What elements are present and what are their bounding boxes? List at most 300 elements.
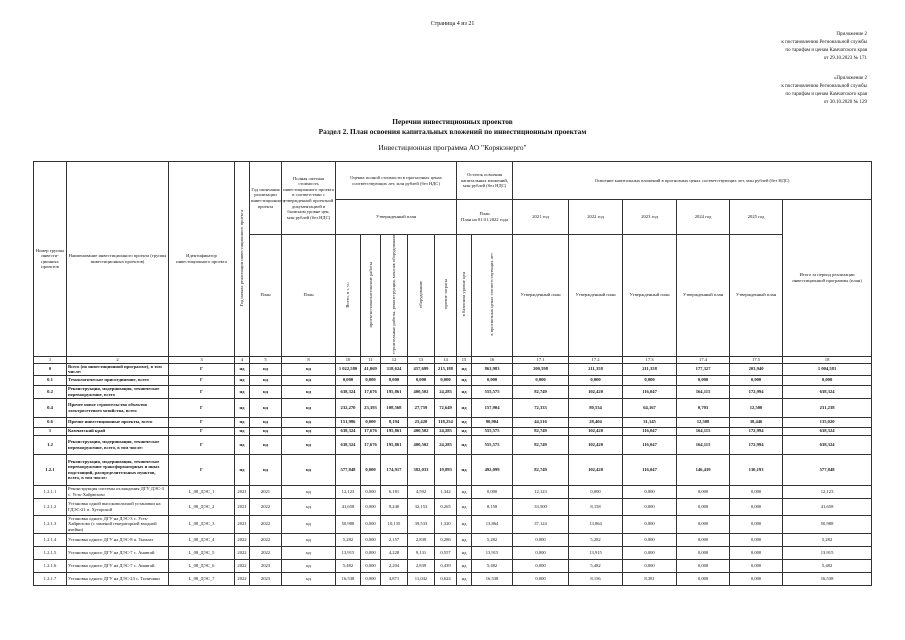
table-cell: 0,000: [361, 559, 381, 572]
table-cell: 102,420: [569, 454, 623, 485]
column-number: 4: [235, 356, 250, 363]
table-cell: нд: [282, 572, 336, 585]
table-row: [34, 385, 872, 398]
table-cell: 577,848: [336, 454, 361, 485]
table-cell: нд: [282, 559, 336, 572]
header-approved-2023: Утвержденный план: [623, 235, 677, 357]
header-other: [435, 235, 457, 357]
header-approved-2021: Утвержденный план: [513, 235, 569, 357]
column-number: 17.3: [623, 356, 677, 363]
table-cell: 6,181: [381, 485, 408, 498]
table-cell: 382,033: [408, 454, 435, 485]
header-pir: [361, 235, 381, 357]
column-number: 18: [783, 356, 872, 363]
table-cell: 17,676: [361, 385, 381, 398]
header-forecast-level-text: в прогнозных ценах соответствующих лет: [489, 253, 495, 336]
table-cell: 177,327: [677, 363, 730, 375]
table-cell: 638,324: [336, 427, 361, 435]
table-row: [34, 427, 872, 435]
table-cell: 102,420: [569, 435, 623, 454]
column-number: 13: [408, 356, 435, 363]
table-cell: 50,988: [783, 515, 872, 533]
investment-table-wrapper: [33, 161, 871, 586]
header-forecast-level: [472, 235, 513, 357]
table-cell: нд: [250, 363, 282, 375]
table-cell: 16,538: [783, 572, 872, 585]
column-number: 2: [67, 356, 169, 363]
table-cell: нд: [457, 435, 472, 454]
table-cell: 0.2: [34, 385, 67, 398]
header-all: [336, 235, 361, 357]
table-cell: нд: [282, 546, 336, 559]
table-cell: 0,000: [361, 454, 381, 485]
project-name-cell: Установка одного ДГУ на ДЭС-23 с. Тиличики: [67, 572, 169, 585]
table-cell: 172,994: [730, 427, 783, 435]
table-cell: 0,000: [730, 485, 783, 498]
table-cell: 116,047: [623, 427, 677, 435]
table-cell: нд: [457, 417, 472, 427]
table-cell: 0,000: [677, 515, 730, 533]
approval-block-previous: [781, 75, 867, 107]
table-cell: 318,624: [381, 363, 408, 375]
header-project-name: Наименование инвестиционного проекта (группы инвестиционных проектов): [67, 162, 169, 357]
table-cell: 38,446: [730, 417, 783, 427]
table-cell: 200,598: [513, 363, 569, 375]
table-cell: 0.4: [34, 398, 67, 417]
table-cell: 195,861: [381, 435, 408, 454]
table-cell: нд: [457, 498, 472, 515]
table-cell: 2021: [235, 498, 250, 515]
header-equipment: [408, 235, 435, 357]
header-all-text: Всего, в т. ч.:: [345, 281, 351, 308]
table-cell: 5,482: [336, 559, 361, 572]
table-cell: 23,393: [361, 398, 381, 417]
table-cell: 0,000: [513, 559, 569, 572]
table-cell: 0,000: [472, 485, 513, 498]
table-cell: нд: [250, 385, 282, 398]
table-cell: 1.2.1.6: [34, 559, 67, 572]
table-cell: 195,861: [381, 385, 408, 398]
table-cell: нд: [457, 533, 472, 546]
table-cell: нд: [282, 375, 336, 385]
table-cell: 0,000: [677, 572, 730, 585]
header-smr-text: строительные работы, реконструкция, монтаж оборудования: [391, 235, 397, 354]
table-cell: 13,915: [472, 546, 513, 559]
table-cell: 215,188: [435, 363, 457, 375]
table-cell: 10,135: [381, 515, 408, 533]
table-cell: 0,000: [730, 572, 783, 585]
table-cell: 13,915: [783, 546, 872, 559]
approval-line: по тарифам и ценам Камчатского края: [785, 92, 867, 97]
table-cell: 50,988: [336, 515, 361, 533]
project-name-cell: Реконструкция, модернизация, техническое перевооружение трансформаторных и иных подстанций, распределительных пунктов, всего, в том числе:: [67, 454, 169, 485]
program-name: Инвестиционная программа АО "Корякэнерго": [378, 143, 527, 152]
table-cell: 82,749: [513, 385, 569, 398]
table-cell: L_08_ДЭС_3: [169, 515, 235, 533]
table-header: [34, 162, 872, 364]
table-cell: нд: [457, 515, 472, 533]
table-cell: 2,839: [408, 533, 435, 546]
header-pir-text: проектно-изыскательские работы: [367, 261, 373, 328]
table-cell: 24,285: [435, 385, 457, 398]
table-cell: 0,557: [435, 546, 457, 559]
table-cell: 0,000: [623, 559, 677, 572]
table-cell: 118,254: [435, 417, 457, 427]
table-cell: 0,000: [730, 375, 783, 385]
column-number: 17.1: [513, 356, 569, 363]
table-cell: 0,000: [361, 417, 381, 427]
table-cell: 2,839: [408, 559, 435, 572]
table-cell: 0,000: [361, 515, 381, 533]
header-start-year-text: Год начала реализации инвестиционного проекта: [239, 209, 245, 307]
table-cell: 0,000: [472, 375, 513, 385]
header-other-text: прочие затраты: [442, 279, 448, 310]
header-plan-full-cost: План: [282, 235, 336, 357]
table-cell: 39,533: [408, 515, 435, 533]
table-cell: нд: [250, 375, 282, 385]
table-cell: 24,285: [435, 427, 457, 435]
table-row: [34, 363, 872, 375]
table-cell: 1 022,580: [336, 363, 361, 375]
table-row: [34, 572, 872, 585]
project-name-cell: Установка одной высоковольтной установки на ГДЭС-21 п. Хуторской: [67, 498, 169, 515]
table-cell: 2023: [250, 572, 282, 585]
table-cell: 638,324: [336, 435, 361, 454]
table-cell: 12,500: [730, 398, 783, 417]
table-cell: 555,575: [472, 435, 513, 454]
header-smr: [381, 235, 408, 357]
table-cell: 17,676: [361, 427, 381, 435]
project-name-cell: Всего (по инвестиционной программе), в том числе:: [67, 363, 169, 375]
header-group-number: Номер группы инвести-ционных проектов: [34, 162, 67, 357]
table-cell: 32,153: [408, 498, 435, 515]
table-cell: 0,624: [435, 572, 457, 585]
column-number-row: [34, 356, 872, 363]
table-row: [34, 498, 872, 515]
table-cell: 1.2.1.5: [34, 546, 67, 559]
table-cell: 5,282: [336, 533, 361, 546]
table-cell: 0,000: [435, 375, 457, 385]
column-number: 17.5: [730, 356, 783, 363]
table-cell: 5,282: [472, 533, 513, 546]
table-cell: нд: [235, 375, 250, 385]
table-cell: нд: [235, 398, 250, 417]
header-plan-date: [457, 200, 513, 235]
header-year-2023: 2023 год: [623, 200, 677, 235]
table-cell: 0,000: [623, 515, 677, 533]
table-cell: 102,420: [569, 427, 623, 435]
table-cell: 0,000: [408, 375, 435, 385]
table-cell: 2021: [235, 515, 250, 533]
column-number: 16: [472, 356, 513, 363]
table-cell: 8,156: [569, 572, 623, 585]
header-cost-estimate: Оценка полной стоимости в прогнозных ценах соответствующих лет, млн рублей (без НДС): [336, 162, 457, 200]
table-cell: 11,042: [408, 572, 435, 585]
table-cell: 2022: [235, 546, 250, 559]
table-cell: 2022: [250, 546, 282, 559]
table-cell: нд: [282, 485, 336, 498]
project-name-cell: Установка одного ДГУ на ДЭС-3 с. Усть-Хайрюзово (с заменой генераторной входной ячейки): [67, 515, 169, 533]
table-cell: 638,324: [783, 385, 872, 398]
table-cell: 5,482: [472, 559, 513, 572]
table-cell: 31,145: [623, 417, 677, 427]
table-cell: нд: [282, 435, 336, 454]
table-cell: нд: [457, 363, 472, 375]
table-cell: 5,482: [569, 559, 623, 572]
header-approved-2024: Утвержденный план: [677, 235, 730, 357]
table-cell: 0,000: [361, 572, 381, 585]
table-cell: 1.2.1.7: [34, 572, 67, 585]
table-cell: 0,000: [677, 498, 730, 515]
table-cell: 4,871: [381, 572, 408, 585]
table-cell: L_08_ДЭС_4: [169, 533, 235, 546]
table-cell: Г: [169, 427, 235, 435]
table-cell: нд: [282, 417, 336, 427]
column-number: 14: [435, 356, 457, 363]
table-cell: нд: [457, 398, 472, 417]
table-cell: 0.6: [34, 417, 67, 427]
table-row: [34, 515, 872, 533]
table-cell: 13,915: [569, 546, 623, 559]
header-year-2025: 2025 год: [730, 200, 783, 235]
document-subtitle: Раздел 2. План освоения капитальных вложений по инвестиционным проектам: [318, 127, 587, 136]
project-name-cell: Камчатский край: [67, 427, 169, 435]
table-cell: 457,699: [408, 363, 435, 375]
table-cell: 0,000: [513, 533, 569, 546]
table-cell: 8,158: [472, 498, 513, 515]
header-year-2022: 2022 год: [569, 200, 623, 235]
table-cell: 211,358: [623, 363, 677, 375]
table-cell: L_08_ДЭС_6: [169, 559, 235, 572]
table-cell: 1.2.1.2: [34, 498, 67, 515]
project-name-cell: Установка одного ДГУ на ДЭС-7 с. Анавгай: [67, 559, 169, 572]
header-start-year: [235, 162, 250, 357]
table-cell: 17,676: [361, 435, 381, 454]
table-cell: 638,324: [783, 427, 872, 435]
table-cell: 12,508: [677, 417, 730, 427]
table-cell: 0,000: [730, 533, 783, 546]
table-cell: 0,000: [677, 485, 730, 498]
table-cell: 0,000: [569, 375, 623, 385]
table-cell: 82,749: [513, 427, 569, 435]
table-cell: 5,282: [783, 533, 872, 546]
table-cell: 41,658: [336, 498, 361, 515]
table-cell: 0,000: [361, 375, 381, 385]
table-cell: 0,000: [677, 375, 730, 385]
table-cell: нд: [235, 427, 250, 435]
table-cell: 41,658: [783, 498, 872, 515]
table-cell: 1,320: [435, 515, 457, 533]
table-cell: 72,333: [513, 398, 569, 417]
project-name-cell: Технологическое присоединение, всего: [67, 375, 169, 385]
table-cell: L_08_ДЭС_5: [169, 546, 235, 559]
table-cell: 0,000: [361, 485, 381, 498]
table-cell: 12,123: [783, 485, 872, 498]
table-cell: 172,994: [730, 435, 783, 454]
investment-table: [33, 161, 872, 586]
table-cell: Г: [169, 454, 235, 485]
table-cell: 0,000: [381, 375, 408, 385]
header-year-2024: 2024 год: [677, 200, 730, 235]
table-cell: 12,123: [513, 485, 569, 498]
table-cell: 0,000: [623, 485, 677, 498]
header-approved-plan-estimate: Утвержденный план: [336, 200, 457, 235]
table-cell: 0,000: [513, 546, 569, 559]
table-body: [34, 363, 872, 585]
table-cell: 0,000: [623, 546, 677, 559]
approval-line: Приложение 2: [836, 32, 867, 37]
approval-line: от 29.10.2023 № 171: [823, 56, 867, 61]
table-cell: 27,759: [408, 398, 435, 417]
document-title: Перечни инвестиционных проектов: [392, 117, 513, 126]
table-cell: 231,238: [783, 398, 872, 417]
table-cell: L_08_ДЭС_2: [169, 498, 235, 515]
table-cell: 9,240: [381, 498, 408, 515]
table-cell: 146,439: [677, 454, 730, 485]
table-cell: 2022: [235, 533, 250, 546]
table-cell: 400,502: [408, 427, 435, 435]
table-cell: Г: [169, 417, 235, 427]
table-cell: 33,500: [513, 498, 569, 515]
table-cell: 1.2.1.4: [34, 533, 67, 546]
table-cell: нд: [282, 385, 336, 398]
table-cell: нд: [250, 454, 282, 485]
header-end-year: Год окончания реализации инвестиционного проекта: [250, 162, 282, 235]
header-remaining: Остаток освоения капитальных вложений, млн рублей (без НДС): [457, 162, 513, 200]
table-cell: 157,904: [472, 398, 513, 417]
table-cell: нд: [457, 572, 472, 585]
table-cell: 0,000: [361, 498, 381, 515]
table-cell: нд: [457, 454, 472, 485]
table-cell: 203,940: [730, 363, 783, 375]
project-name-cell: Реконструкция системы охлаждения ДГУ ДЭС-3 с. Усть-Хайрюзово: [67, 485, 169, 498]
table-cell: 116,047: [623, 435, 677, 454]
table-cell: нд: [282, 427, 336, 435]
table-cell: 0,000: [677, 559, 730, 572]
table-cell: 8,158: [569, 498, 623, 515]
table-cell: нд: [235, 417, 250, 427]
table-cell: 12,123: [336, 485, 361, 498]
header-base-level-text: в базисном уровне цен: [461, 272, 467, 317]
table-cell: 2022: [235, 559, 250, 572]
table-cell: нд: [282, 515, 336, 533]
table-cell: 0,000: [623, 375, 677, 385]
table-cell: 2022: [250, 515, 282, 533]
table-cell: нд: [235, 385, 250, 398]
table-cell: 174,917: [381, 454, 408, 485]
table-cell: 164,115: [677, 385, 730, 398]
column-number: 15: [457, 356, 472, 363]
table-cell: Г: [169, 363, 235, 375]
table-cell: 16,538: [472, 572, 513, 585]
table-cell: нд: [250, 398, 282, 417]
table-cell: 0,703: [677, 398, 730, 417]
table-cell: 2,204: [381, 559, 408, 572]
table-cell: 1.2: [34, 435, 67, 454]
column-number: 17.4: [677, 356, 730, 363]
table-cell: 82,749: [513, 454, 569, 485]
table-row: [34, 454, 872, 485]
header-project-id: Идентификатор инвестиционного проекта: [169, 162, 235, 357]
table-cell: 1 004,581: [783, 363, 872, 375]
table-cell: 130,193: [730, 454, 783, 485]
table-cell: 16,538: [336, 572, 361, 585]
table-cell: 0,000: [730, 515, 783, 533]
table-cell: 8,194: [381, 417, 408, 427]
table-cell: Г: [169, 375, 235, 385]
table-cell: 0,000: [623, 533, 677, 546]
header-year-2021: 2021 год: [513, 200, 569, 235]
table-cell: 555,575: [472, 427, 513, 435]
table-cell: нд: [457, 427, 472, 435]
table-cell: Г: [169, 398, 235, 417]
header-approved-2025: Утвержденный план: [730, 235, 783, 357]
table-cell: 90,904: [472, 417, 513, 427]
table-row: [34, 546, 872, 559]
project-name-cell: Установка одного ДГУ на ДЭС-7 с. Анавгай: [67, 546, 169, 559]
table-cell: 0,000: [783, 375, 872, 385]
table-cell: Г: [169, 435, 235, 454]
table-cell: 9,131: [408, 546, 435, 559]
header-approved-2022: Утвержденный план: [569, 235, 623, 357]
table-cell: 2022: [250, 498, 282, 515]
table-cell: 116,047: [623, 454, 677, 485]
header-equipment-text: оборудование: [418, 281, 424, 308]
table-cell: 2023: [250, 559, 282, 572]
table-cell: нд: [250, 427, 282, 435]
header-full-cost: Полная сметная стоимость инвестиционного проекта в соответствии с утвержденной проектной документацией в базисном уровне цен, млн рублей (без НДС): [282, 162, 336, 235]
table-cell: 4,592: [408, 485, 435, 498]
approval-line: по тарифам и ценам Камчатского края: [785, 48, 867, 53]
table-row: [34, 398, 872, 417]
table-cell: 211,358: [569, 363, 623, 375]
table-cell: 1.2.1.1: [34, 485, 67, 498]
table-row: [34, 485, 872, 498]
table-cell: 135,020: [783, 417, 872, 427]
column-number: 3: [169, 356, 235, 363]
table-cell: 555,575: [472, 385, 513, 398]
table-cell: 102,420: [569, 385, 623, 398]
table-cell: 25,420: [408, 417, 435, 427]
table-cell: нд: [235, 435, 250, 454]
table-row: [34, 559, 872, 572]
table-cell: нд: [457, 546, 472, 559]
header-total: Итого за период реализации инвестиционной программы (план): [783, 200, 872, 357]
table-cell: 41,069: [361, 363, 381, 375]
header-base-level: [457, 235, 472, 357]
column-number: 12: [381, 356, 408, 363]
table-cell: 108,568: [381, 398, 408, 417]
table-cell: нд: [282, 398, 336, 417]
project-name-cell: Реконструкция, модернизация, техническое перевооружение, всего, в том числе:: [67, 435, 169, 454]
project-name-cell: Установка одного ДГУ на ДЭС-8 п. Тымлат: [67, 533, 169, 546]
table-cell: 0,000: [730, 546, 783, 559]
table-cell: 64,167: [623, 398, 677, 417]
table-cell: нд: [235, 363, 250, 375]
table-row: [34, 533, 872, 546]
table-cell: 0,265: [435, 498, 457, 515]
table-cell: 400,502: [408, 385, 435, 398]
table-cell: нд: [282, 363, 336, 375]
table-cell: 1,342: [435, 485, 457, 498]
table-cell: 5,282: [569, 533, 623, 546]
table-cell: 2022: [235, 572, 250, 585]
table-cell: 28,404: [569, 417, 623, 427]
column-number: 17.2: [569, 356, 623, 363]
table-cell: 19,893: [435, 454, 457, 485]
table-cell: 172,994: [730, 385, 783, 398]
table-cell: 863,983: [472, 363, 513, 375]
